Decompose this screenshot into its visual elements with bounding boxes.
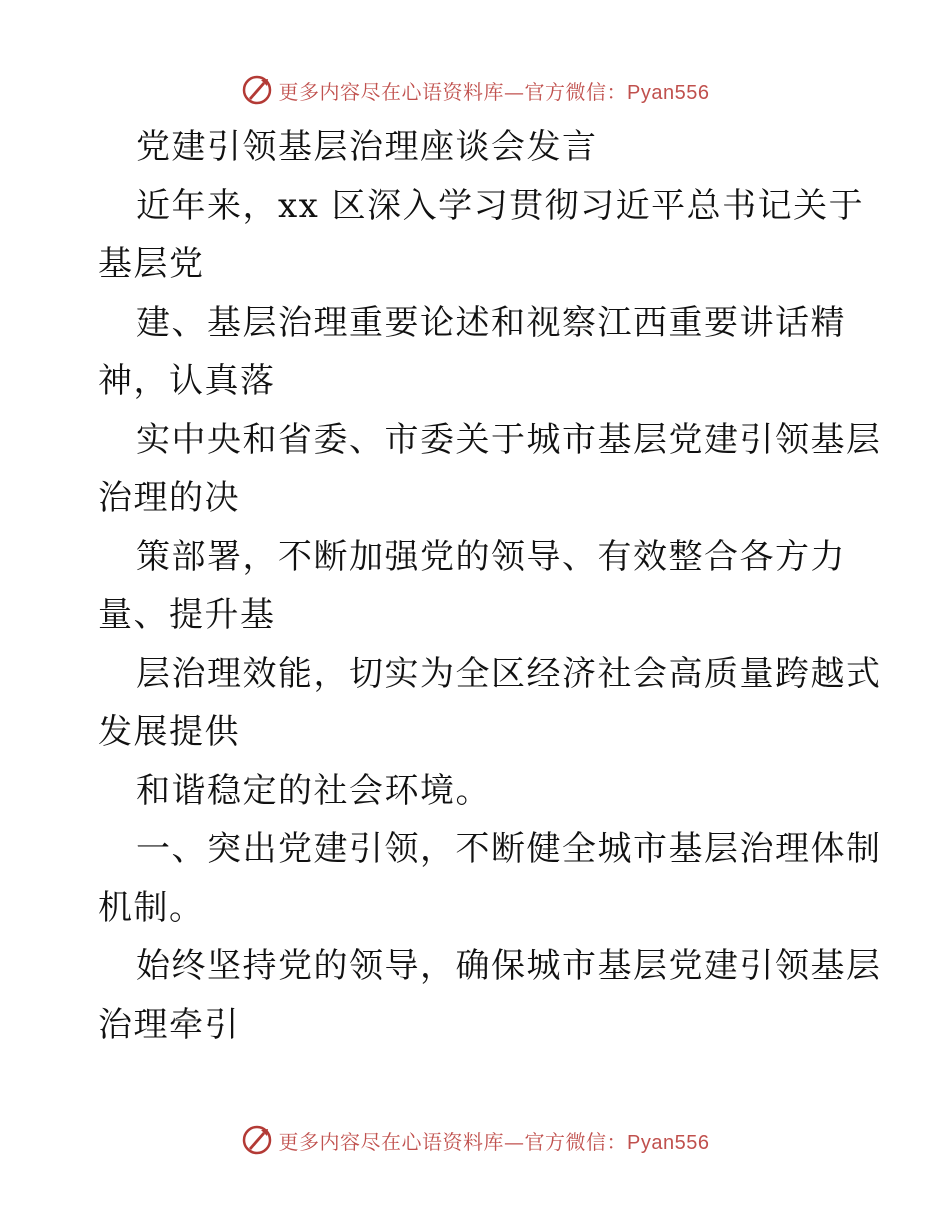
paragraph-line: 策部署，不断加强党的领导、有效整合各方力 <box>136 536 846 577</box>
paragraph-line: 治理的决 <box>98 478 240 518</box>
paragraph-line: 和谐稳定的社会环境。 <box>136 770 491 811</box>
footer-watermark-banner <box>0 1120 950 1160</box>
paragraph-line: 神，认真落 <box>98 361 276 401</box>
footer-banner-text: 更多内容尽在心语资料库—官方微信：Pyan556 <box>278 1129 710 1154</box>
paragraph-line: 建、基层治理重要论述和视察江西重要讲话精 <box>136 302 846 343</box>
quill-logo-icon <box>241 74 273 106</box>
document-title: 党建引领基层治理座谈会发言 <box>136 127 598 167</box>
header-watermark-banner <box>0 70 950 110</box>
document-body <box>98 118 882 1054</box>
section-heading: 一、突出党建引领，不断健全城市基层治理体制 <box>136 829 882 869</box>
quill-logo-icon <box>241 1124 273 1156</box>
section-heading-continuation: 机制。 <box>98 887 205 928</box>
paragraph-line: 治理牵引 <box>98 1004 240 1045</box>
paragraph-line: 量、提升基 <box>98 595 276 635</box>
header-banner-text: 更多内容尽在心语资料库—官方微信：Pyan556 <box>278 79 710 104</box>
paragraph-line: 发展提供 <box>98 712 240 752</box>
paragraph-line: 近年来，xx 区深入学习贯彻习近平总书记关于 <box>136 185 865 226</box>
paragraph-line: 层治理效能，切实为全区经济社会高质量跨越式 <box>136 653 882 694</box>
paragraph-line: 实中央和省委、市委关于城市基层党建引领基层 <box>136 419 882 460</box>
paragraph-line: 始终坚持党的领导，确保城市基层党建引领基层 <box>136 946 882 986</box>
paragraph-line: 基层党 <box>98 244 205 284</box>
